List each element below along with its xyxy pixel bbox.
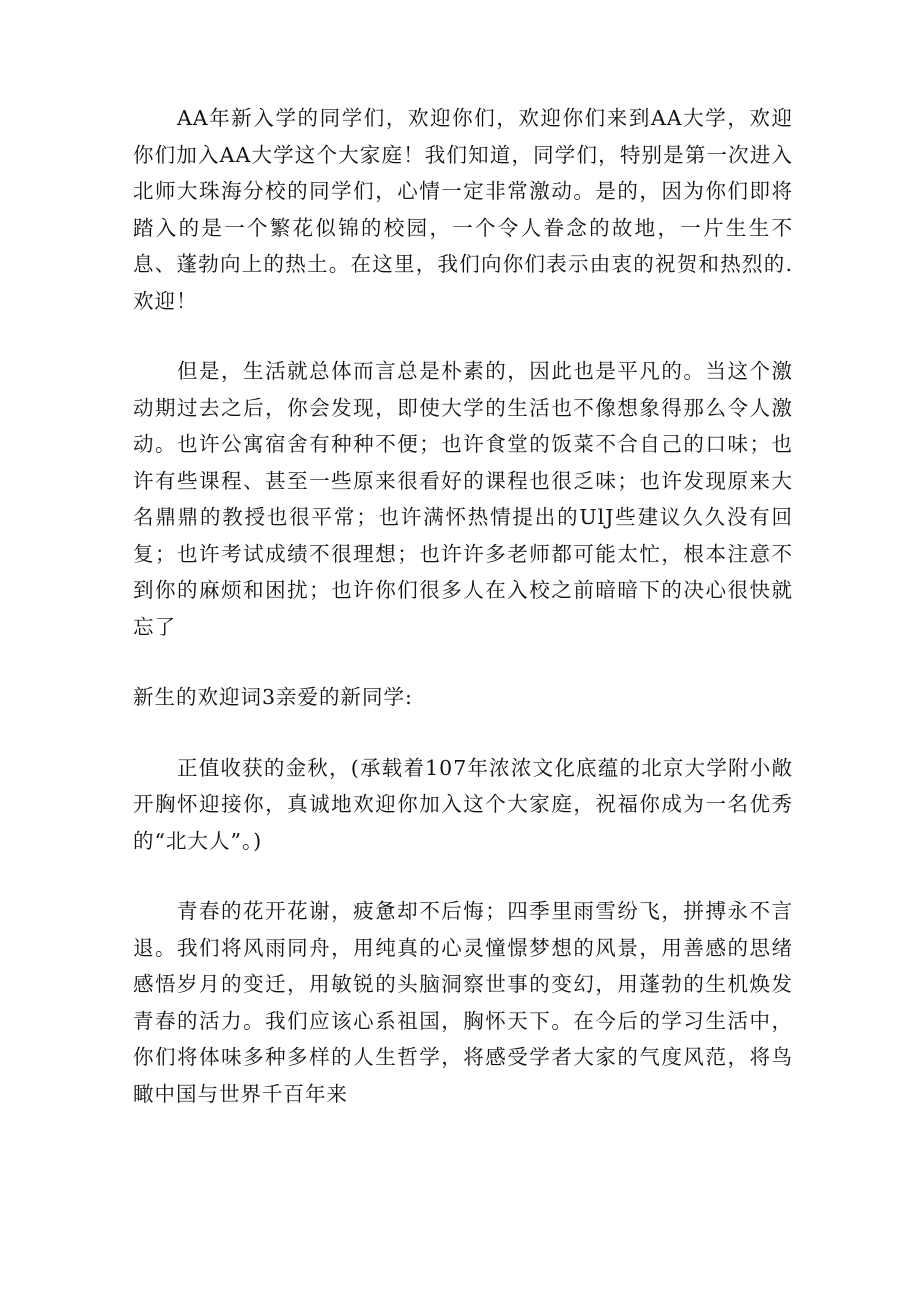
paragraph-gap: [133, 716, 793, 750]
campus-life-paragraph: 但是，生活就总体而言总是朴素的，因此也是平凡的。当这个激动期过去之后，你会发现，即使大学的生活也不像想象得那么令人激动。也许公寓宿舍有种种不便；也许食堂的饭菜不合自己的口味；也许有些课程、甚至一些原来很看好的课程也很乏味；也许发现原来大名鼎鼎的教授也很平常；也许满怀热情提出的UlJ些建议久久没有回复；也许考试成绩不很理想；也许许多老师都可能太忙，根本注意不到你的麻烦和困扰；也许你们很多人在入校之前暗暗下的决心很快就忘了: [133, 359, 793, 639]
document-page: [133, 100, 793, 1112]
autumn-welcome-paragraph: 正值收获的金秋，(承载着107年浓浓文化底蕴的北京大学附小敞开胸怀迎接你，真诚地欢迎你加入这个大家庭，祝福你成为一名优秀的“北大人”。): [133, 755, 793, 853]
paragraph-gap: [133, 645, 793, 679]
welcome-paragraph: AA年新入学的同学们，欢迎你们，欢迎你们来到AA大学，欢迎你们加入AA大学这个大家庭！我们知道，同学们，特别是第一次进入北师大珠海分校的同学们，心情一定非常激动。是的，因为你们即将踏入的是一个繁花似锦的校园，一个令人眷念的故地，一片生生不息、蓬勃向上的热土。在这里，我们向你们表示由衷的祝贺和热烈的.欢迎！: [133, 106, 793, 313]
youth-paragraph: 青春的花开花谢，疲惫却不后悔；四季里雨雪纷飞，拼搏永不言退。我们将风雨同舟，用纯真的心灵憧憬梦想的风景，用善感的思绪感悟岁月的变迁，用敏锐的头脑洞察世事的变幻，用蓬勃的生机焕发青春的活力。我们应该心系祖国，胸怀天下。在今后的学习生活中，你们将体味多种多样的人生哲学，将感受学者大家的气度风范，将鸟瞰中国与世界千百年来: [133, 899, 793, 1106]
section-heading: 新生的欢迎词3亲爱的新同学:: [133, 685, 413, 709]
paragraph-gap: [133, 859, 793, 893]
paragraph-gap: [133, 319, 793, 353]
